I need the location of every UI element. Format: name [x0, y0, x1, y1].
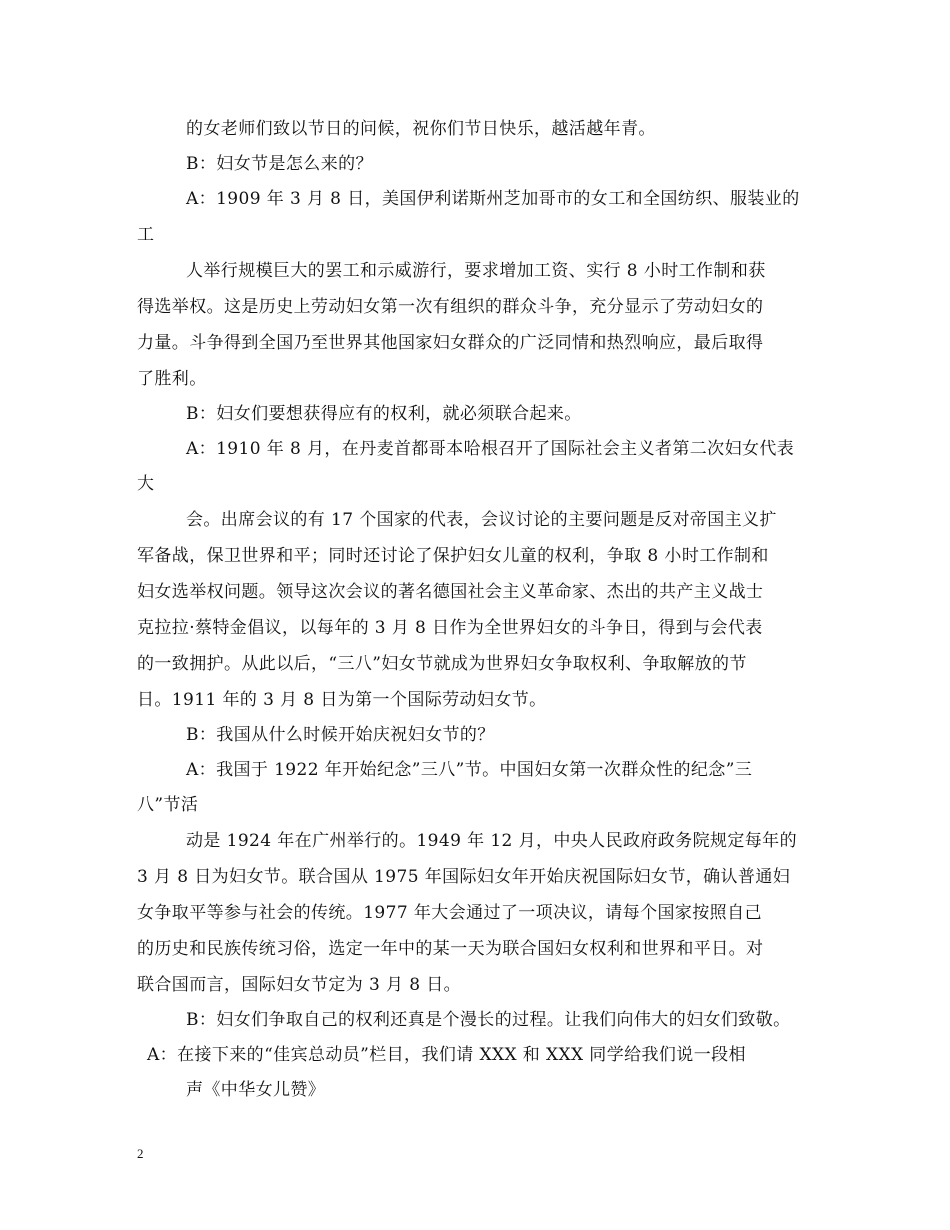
- text-line: A：在接下来的“佳宾总动员”栏目，我们请 XXX 和 XXX 同学给我们说一段相: [147, 1045, 746, 1065]
- text-line: 的女老师们致以节日的问候，祝你们节日快乐，越活越年青。: [186, 119, 656, 139]
- text-line: A：我国于 1922 年开始纪念”三八”节。中国妇女第一次群众性的纪念”三: [186, 760, 753, 780]
- text-line: 了胜利。: [137, 369, 207, 389]
- text-line: 的历史和民族传统习俗，选定一年中的某一天为联合国妇女权利和世界和平日。对: [137, 939, 764, 959]
- text-line: 的一致拥护。从此以后，“三八”妇女节就成为世界妇女争取权利、争取解放的节: [137, 654, 747, 674]
- text-line: 克拉拉·蔡特金倡议，以每年的 3 月 8 日作为全世界妇女的斗争日，得到与会代表: [137, 618, 763, 638]
- text-line: 会。出席会议的有 17 个国家的代表，会议讨论的主要问题是反对帝国主义扩: [186, 510, 777, 530]
- text-line: 妇女选举权问题。领导这次会议的著名德国社会主义革命家、杰出的共产主义战士: [137, 582, 764, 602]
- text-line: 日。1911 年的 3 月 8 日为第一个国际劳动妇女节。: [137, 690, 547, 710]
- text-line: 军备战，保卫世界和平；同时还讨论了保护妇女儿童的权利，争取 8 小时工作制和: [137, 546, 769, 566]
- text-line: 人举行规模巨大的罢工和示威游行，要求增加工资、实行 8 小时工作制和获: [186, 261, 766, 281]
- text-line: 声《中华女儿赞》: [186, 1080, 326, 1100]
- text-line: 得选举权。这是历史上劳动妇女第一次有组织的群众斗争，充分显示了劳动妇女的: [137, 297, 764, 317]
- text-line: B：妇女们要想获得应有的权利，就必须联合起来。: [186, 404, 582, 424]
- text-line: 八”节活: [137, 795, 199, 815]
- text-line: 3 月 8 日为妇女节。联合国从 1975 年国际妇女年开始庆祝国际妇女节，确认普通妇: [137, 867, 791, 887]
- text-line: B：妇女们争取自己的权利还真是个漫长的过程。让我们向伟大的妇女们致敬。: [186, 1010, 791, 1030]
- text-line: 工: [137, 225, 155, 245]
- text-line: 大: [137, 474, 155, 494]
- text-line: B：妇女节是怎么来的？: [186, 154, 373, 174]
- text-line: A：1909 年 3 月 8 日，美国伊利诺斯州芝加哥市的女工和全国纺织、服装业的: [186, 189, 800, 209]
- text-line: 力量。斗争得到全国乃至世界其他国家妇女群众的广泛同情和热烈响应，最后取得: [137, 333, 764, 353]
- page-number: 2: [137, 1146, 144, 1161]
- text-line: B：我国从什么时候开始庆祝妇女节的？: [186, 725, 495, 745]
- text-line: A：1910 年 8 月，在丹麦首都哥本哈根召开了国际社会主义者第二次妇女代表: [186, 439, 795, 459]
- text-line: 女争取平等参与社会的传统。1977 年大会通过了一项决议，请每个国家按照自己: [137, 903, 762, 923]
- text-line: 联合国而言，国际妇女节定为 3 月 8 日。: [137, 975, 462, 995]
- text-line: 动是 1924 年在广州举行的。1949 年 12 月，中央人民政府政务院规定每年的: [186, 831, 797, 851]
